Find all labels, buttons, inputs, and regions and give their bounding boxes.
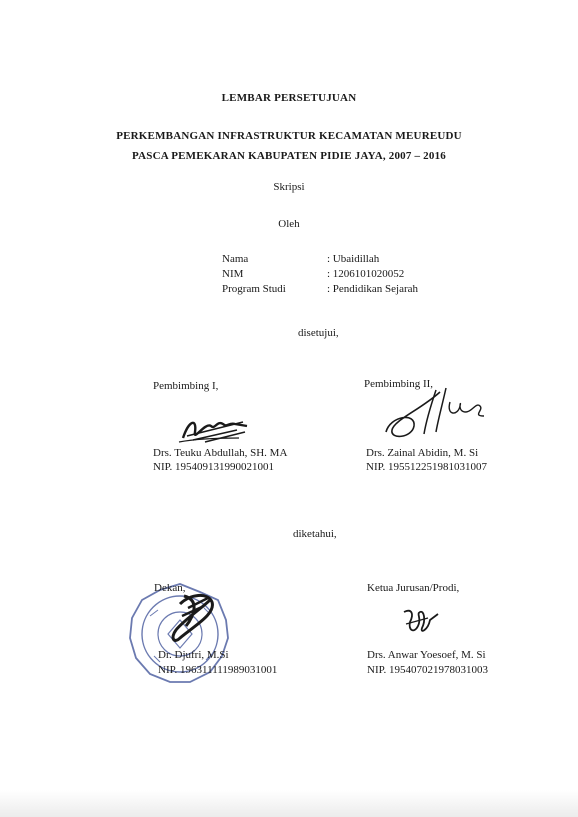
nim-label: NIM (222, 268, 244, 280)
nim-value: : 1206101020052 (327, 268, 405, 280)
dean-nip: NIP. 196311111989031001 (158, 664, 278, 676)
supervisor2-role: Pembimbing II, (364, 378, 434, 390)
supervisor1-nip: NIP. 195409131990021001 (153, 461, 275, 473)
name-label: Nama (222, 253, 249, 265)
head-name: Drs. Anwar Yoesoef, M. Si (367, 649, 486, 661)
thesis-title-line1: PERKEMBANGAN INFRASTRUKTUR KECAMATAN MEUREUDU (116, 130, 462, 142)
dean-role: Dekan, (154, 582, 186, 594)
by-label: Oleh (278, 218, 300, 230)
program-value: : Pendidikan Sejarah (327, 283, 419, 295)
signature-3-icon (150, 586, 230, 646)
scan-shadow (0, 790, 578, 817)
supervisor2-nip: NIP. 195512251981031007 (366, 461, 488, 473)
approval-heading: LEMBAR PERSETUJUAN (221, 92, 357, 104)
supervisor1-name: Drs. Teuku Abdullah, SH. MA (153, 447, 288, 459)
acknowledged-label: diketahui, (293, 528, 337, 540)
approved-label: disetujui, (298, 327, 339, 339)
head-role: Ketua Jurusan/Prodi, (367, 582, 460, 594)
supervisor2-name: Drs. Zainal Abidin, M. Si (366, 447, 479, 459)
signature-4-icon (398, 604, 444, 640)
signature-2-icon (380, 382, 490, 444)
name-value: : Ubaidillah (327, 253, 380, 265)
document-type: Skripsi (273, 181, 305, 193)
dean-name: Dr. Djufri, M.Si (158, 649, 229, 661)
thesis-title-line2: PASCA PEMEKARAN KABUPATEN PIDIE JAYA, 2007 – 2016 (132, 150, 446, 162)
supervisor1-role: Pembimbing I, (153, 380, 219, 392)
head-nip: NIP. 195407021978031003 (367, 664, 489, 676)
signature-1-icon (175, 412, 255, 446)
program-label: Program Studi (222, 283, 286, 295)
